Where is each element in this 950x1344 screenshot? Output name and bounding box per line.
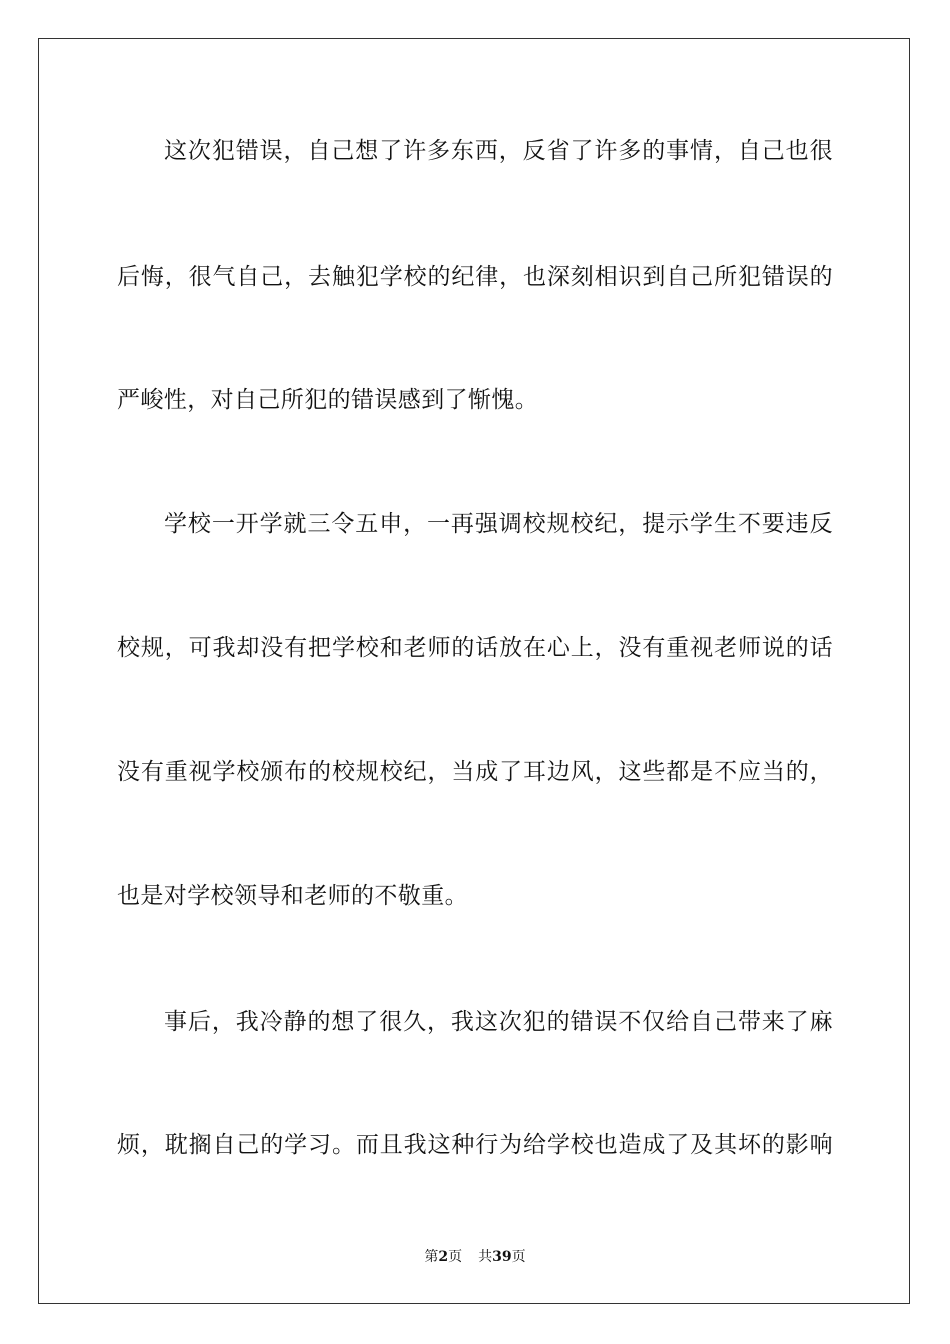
page-footer <box>0 1248 950 1266</box>
page-border <box>38 38 910 1304</box>
paragraph-1-line-3: 严峻性，对自己所犯的错误感到了惭愧。 <box>117 387 539 413</box>
paragraph-3-line-2: 烦，耽搁自己的学习。而且我这种行为给学校也造成了及其坏的影响 <box>117 1132 833 1158</box>
page-number: 2 <box>438 1249 449 1265</box>
page-prefix: 第 <box>424 1249 439 1265</box>
page-suffix: 页 <box>448 1249 463 1265</box>
total-prefix: 共 <box>478 1249 493 1265</box>
paragraph-1-line-1: 这次犯错误，自己想了许多东西，反省了许多的事情，自己也很 <box>164 138 833 164</box>
paragraph-1-line-2: 后悔，很气自己，去触犯学校的纪律，也深刻相识到自己所犯错误的 <box>117 264 833 290</box>
paragraph-2-line-4: 也是对学校领导和老师的不敬重。 <box>117 883 468 909</box>
paragraph-3-line-1: 事后，我冷静的想了很久，我这次犯的错误不仅给自己带来了麻 <box>164 1009 833 1035</box>
total-suffix: 页 <box>511 1249 526 1265</box>
paragraph-2-line-2: 校规，可我却没有把学校和老师的话放在心上，没有重视老师说的话 <box>117 635 833 661</box>
paragraph-2-line-3: 没有重视学校颁布的校规校纪，当成了耳边风，这些都是不应当的， <box>117 759 833 785</box>
total-pages: 39 <box>492 1249 512 1265</box>
paragraph-2-line-1: 学校一开学就三令五申，一再强调校规校纪，提示学生不要违反 <box>164 511 833 537</box>
